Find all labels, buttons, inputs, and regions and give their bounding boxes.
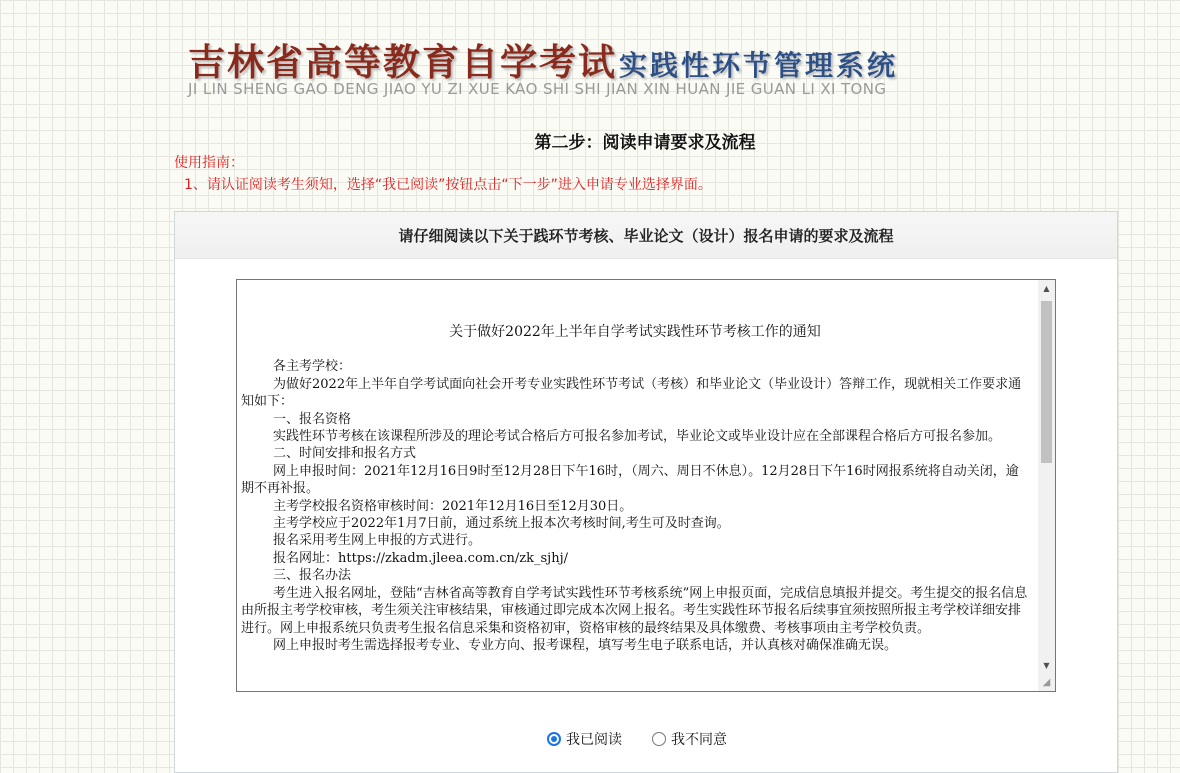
notice-paragraph: 报名网址：https://zkadm.jleea.com.cn/zk_sjhj/ xyxy=(273,550,568,566)
notice-paragraph: 二、时间安排和报名方式 xyxy=(273,446,417,462)
banner-title xyxy=(188,32,898,86)
disagree-label: 我不同意 xyxy=(671,732,727,748)
agree-radio[interactable] xyxy=(547,732,561,746)
notice-textarea[interactable] xyxy=(236,279,1056,692)
step-title: 第二步：阅读申请要求及流程 xyxy=(534,133,756,153)
agree-label: 我已阅读 xyxy=(566,732,622,748)
disagree-option[interactable] xyxy=(652,729,727,749)
notice-paragraph: 网上申报时间：2021年12月16日9时至12月28日下午16时，（周六、周日不休息）。12月28日下午16时网报系统将自动关闭，逾期不再补报。 xyxy=(241,463,1019,497)
system-banner xyxy=(188,30,988,105)
scroll-thumb[interactable] xyxy=(1041,301,1052,463)
notice-paragraph: 网上申报时考生需选择报考专业、专业方向、报考课程，填写考生电子联系电话，并认真核对确保准确无误。 xyxy=(273,637,898,653)
disagree-radio[interactable] xyxy=(652,732,666,746)
banner-title-main: 吉林省高等教育自学考试 xyxy=(188,40,617,84)
banner-pinyin: JI LIN SHENG GAO DENG JIAO YU ZI XUE KAO SHI SHI JIAN XIN HUAN JIE GUAN LI XI TONG xyxy=(188,80,887,98)
notice-paragraph: 主考学校应于2022年1月7日前，通过系统上报本次考核时间,考生可及时查询。 xyxy=(273,516,730,532)
banner-title-sub: 实践性环节管理系统 xyxy=(619,49,899,82)
resize-grip-icon[interactable]: ◢ xyxy=(1038,674,1055,691)
scroll-up-arrow-icon[interactable]: ▲ xyxy=(1043,284,1050,293)
notice-paragraph: 主考学校报名资格审核时间：2021年12月16日至12月30日。 xyxy=(273,498,633,514)
notice-title: 关于做好2022年上半年自学考试实践性环节考核工作的通知 xyxy=(449,324,821,340)
notice-content xyxy=(237,280,1032,654)
notice-paragraph: 报名采用考生网上申报的方式进行。 xyxy=(273,533,482,549)
guide-item: 1、请认证阅读考生须知，选择“我已阅读”按钮点击“下一步”进入申请专业选择界面。 xyxy=(184,177,712,193)
notice-paragraph: 三、报名办法 xyxy=(273,568,352,584)
scroll-down-arrow-icon[interactable]: ▼ xyxy=(1043,661,1050,670)
notice-paragraph: 各主考学校： xyxy=(273,359,352,375)
notice-paragraph: 一、报名资格 xyxy=(273,411,352,427)
read-confirmation xyxy=(547,729,757,749)
vertical-scrollbar[interactable] xyxy=(1038,280,1055,691)
notice-paragraph: 实践性环节考核在该课程所涉及的理论考试合格后方可报名参加考试，毕业论文或毕业设计应在全部课程合格后方可报名参加。 xyxy=(273,429,1002,445)
notice-paragraph: 为做好2022年上半年自学考试面向社会开考专业实践性环节考试（考核）和毕业论文（毕业设计）答辩工作，现就相关工作要求通知如下： xyxy=(241,376,1022,410)
notice-paragraph: 考生进入报名网址，登陆“吉林省高等教育自学考试实践性环节考核系统”网上申报页面，完成信息填报并提交。考生提交的报名信息由所报主考学校审核，考生须关注审核结果，审核通过即完成本次网上报名。考生实践性环节报名后续事宜须按照所报主考学校详细安排进行。网上申报系统只负责考生报名信息采集和资格初审，资格审核的最终结果及具体缴费、考核事项由主考学校负责。 xyxy=(241,585,1028,636)
panel-heading: 请仔细阅读以下关于践环节考核、毕业论文（设计）报名申请的要求及流程 xyxy=(175,212,1117,259)
guide-label: 使用指南： xyxy=(174,155,244,171)
agree-option[interactable] xyxy=(547,729,622,749)
